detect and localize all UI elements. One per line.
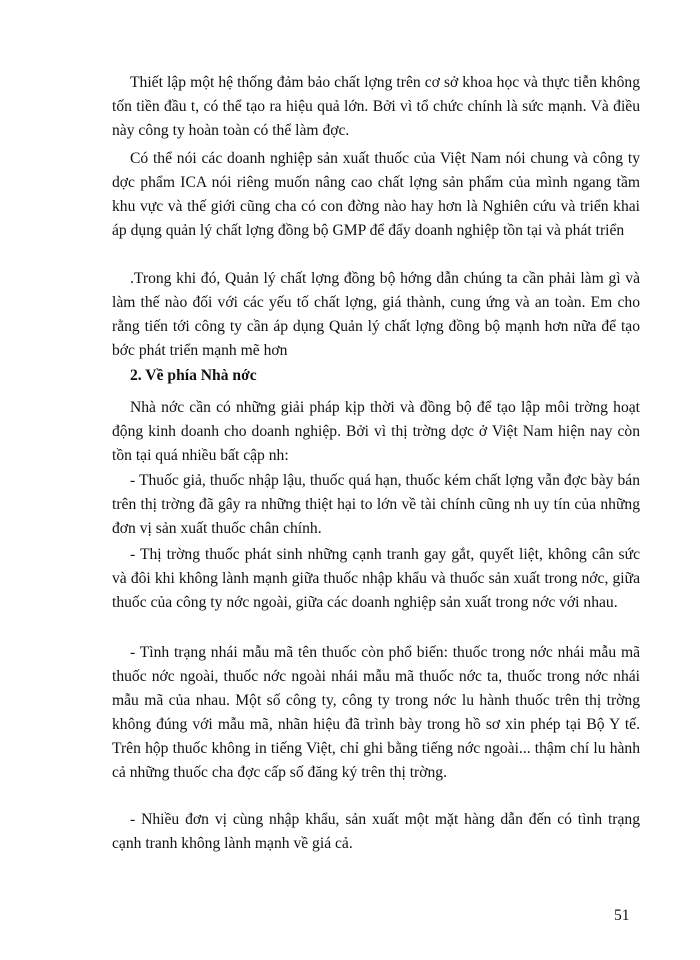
bullet-counterfeit: - Thuốc giả, thuốc nhập lậu, thuốc quá hạn, thuốc kém chất lợng vẫn đợc bày bán trên thị trờng đã gây ra những thiệt hại to lớn về tài chính cũng nh uy tín của những đơn vị sản xuất thuốc chân chính. [112,472,640,537]
page-number: 51 [614,907,630,924]
paragraph-state: Nhà nớc cần có những giải pháp kịp thời và đồng bộ để tạo lập môi trờng hoạt động kinh doanh cho doanh nghiệp. Bởi vì thị trờng dợc ở Việt Nam hiện nay còn tồn tại quá nhiều bất cập nh: [112,399,640,464]
bullet-imitation: - Tình trạng nhái mẫu mã tên thuốc còn phổ biến: thuốc trong nớc nhái mẫu mã thuốc nớc ngoài, thuốc nớc ngoài nhái mẫu mã thuốc nớc ta, thuốc trong nớc nhái mẫu mã của nhau. Một số công ty, công ty trong nớc lu hành thuốc trên thị trờng không đúng với mẫu mã, nhãn hiệu đã trình bày trong hồ sơ xin phép tại Bộ Y tế. Trên hộp thuốc không in tiếng Việt, chỉ ghi bằng tiếng nớc ngoài... thậm chí lu hành cả những thuốc cha đợc cấp số đăng ký trên thị trờng. [112,644,640,781]
paragraph-organization: Thiết lập một hệ thống đảm bảo chất lợng trên cơ sở khoa học và thực tiễn không tốn tiền đầu t, có thể tạo ra hiệu quả lớn. Bởi vì tổ chức chính là sức mạnh. Và điều này công ty hoàn toàn có thể làm đợc. [112,74,640,139]
bullet-competition: - Thị trờng thuốc phát sinh những cạnh tranh gay gắt, quyết liệt, không cân sức và đôi khi không lành mạnh giữa thuốc nhập khẩu và thuốc sản xuất trong nớc, giữa thuốc của công ty nớc ngoài, giữa các doanh nghiệp sản xuất trong nớc với nhau. [112,546,640,611]
bullet-price: - Nhiều đơn vị cùng nhập khẩu, sản xuất một mặt hàng dẫn đến có tình trạng cạnh tranh không lành mạnh về giá cả. [112,811,640,852]
paragraph-gmp: Có thể nói các doanh nghiệp sản xuất thuốc của Việt Nam nói chung và công ty dợc phẩm ICA nói riêng muốn nâng cao chất lợng sản phẩm của mình ngang tầm khu vực và thế giới cũng cha có con đờng nào hay hơn là Nghiên cứu và triển khai áp dụng quản lý chất lợng đồng bộ GMP để đẩy doanh nghiệp tồn tại và phát triển [112,150,640,239]
paragraph-quality-management: .Trong khi đó, Quản lý chất lợng đồng bộ hớng dẫn chúng ta cần phải làm gì và làm thế nào đối với các yếu tố chất lợng, giá thành, cung ứng và an toàn. Em cho rằng tiến tới công ty cần áp dụng Quản lý chất lợng đồng bộ mạnh hơn nữa để tạo bớc phát triển mạnh mẽ hơn [112,270,640,359]
section-heading: 2. Về phía Nhà nớc [130,367,257,384]
